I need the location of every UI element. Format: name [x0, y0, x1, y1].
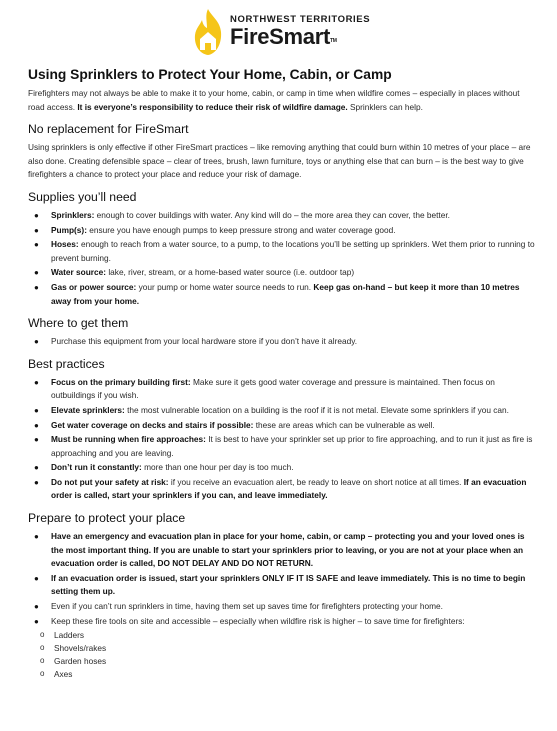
item-bold-2: If an evacuation order is called, start your sprinklers if you can, and leave immediately. [51, 476, 527, 501]
list-item [34, 600, 538, 614]
firesmart-logo [190, 8, 380, 56]
logo-brand-text: FireSmart [230, 24, 331, 49]
item-text: ensure you have enough pumps to keep pressure strong and water coverage good. [86, 224, 396, 235]
supplies-heading: Supplies you’ll need [28, 189, 137, 204]
list-item [34, 461, 538, 475]
intro-tail: Sprinklers can help. [347, 101, 423, 112]
item-text: Even if you can’t run sprinklers in time, having them set up saves time for firefighters protecting your home. [51, 601, 443, 612]
item-bold: Hoses: [51, 239, 79, 250]
item-text: these are areas which can be vulnerable as well. [253, 419, 435, 430]
supplies-list [28, 209, 538, 308]
bullet: ● [34, 532, 39, 542]
intro-text: Firefighters may not always be able to make it to your home, cabin, or camp in time when wildfire comes – especially in places without road access. [28, 88, 520, 112]
best-practices-heading: Best practices [28, 356, 105, 371]
list-item [34, 404, 538, 418]
logo-region: NORTHWEST TERRITORIES [230, 14, 371, 25]
item-bold: Elevate sprinklers: [51, 404, 125, 415]
item-bold: Must be running when fire approaches: [51, 434, 206, 445]
item-text: Make sure it gets good water coverage and pressure is maintained. Then focus on outbuildings if you wish. [51, 376, 495, 401]
item-text: more than one hour per day is too much. [141, 462, 294, 473]
list-item [34, 238, 538, 265]
fire-tool-label: Ladders [54, 630, 84, 641]
list-item [34, 224, 538, 238]
list-item [34, 615, 538, 629]
fire-tools-list [28, 629, 538, 680]
item-text: enough to cover buildings with water. Any kind will do – the more area they can cover, the better. [94, 209, 450, 220]
item-text: enough to reach from a water source, to a pump, to the locations you’ll be setting up sprinklers. Wet them prior to running to prevent burning. [51, 239, 535, 263]
item-bold-2: Keep gas on-hand – but keep it more than 10 metres away from your home. [51, 281, 520, 306]
sub-bullet: o [40, 643, 45, 653]
list-item [34, 572, 538, 599]
item-bold: Gas or power source: [51, 281, 137, 292]
fire-tool-label: Garden hoses [54, 655, 107, 666]
best-practices-list [28, 376, 538, 503]
item-bold: Do not put your safety at risk: [51, 476, 169, 487]
item-bold: Don’t run it constantly: [51, 462, 142, 473]
section-no-replacement [28, 122, 538, 182]
bullet: ● [34, 377, 39, 387]
fire-tool-item [40, 655, 538, 668]
prepare-heading: Prepare to protect your place [28, 511, 186, 526]
section-supplies [28, 190, 538, 308]
list-item [34, 376, 538, 403]
flame-house-icon [190, 8, 226, 56]
intro-bold: It is everyone’s responsibility to reduce their risk of wildfire damage. [77, 101, 348, 112]
bullet: ● [34, 463, 39, 473]
logo-wordmark [230, 14, 380, 49]
fire-tool-item [40, 668, 538, 681]
item-text: Keep these fire tools on site and accessible – especially when wildfire risk is higher – to save time for firefighters: [51, 615, 465, 626]
sub-bullet: o [40, 630, 45, 640]
fire-tool-item [40, 629, 538, 642]
section-best-practices [28, 357, 538, 503]
item-bold: Pump(s): [51, 224, 87, 235]
item-text: the most vulnerable location on a building is the roof if it is not metal. Elevate some sprinklers if you can. [124, 404, 509, 415]
list-item [34, 266, 538, 280]
bullet: ● [34, 282, 39, 292]
bullet: ● [34, 477, 39, 487]
fire-tool-item [40, 642, 538, 655]
bullet: ● [34, 225, 39, 235]
intro-paragraph [28, 87, 538, 114]
bullet: ● [34, 405, 39, 415]
bullet: ● [34, 616, 39, 626]
page-title: Using Sprinklers to Protect Your Home, Cabin, or Camp [28, 67, 392, 82]
no-replacement-heading: No replacement for FireSmart [28, 122, 189, 137]
where-heading: Where to get them [28, 316, 129, 331]
list-item [34, 530, 538, 571]
item-bold: Water source: [51, 267, 107, 278]
list-item [34, 281, 538, 308]
fire-tool-label: Shovels/rakes [54, 643, 107, 654]
item-text: if you receive an evacuation alert, be ready to leave on short notice at all times. [168, 476, 464, 487]
bullet: ● [34, 337, 39, 347]
item-bold: Focus on the primary building first: [51, 376, 191, 387]
fire-tool-label: Axes [54, 668, 73, 679]
sub-bullet: o [40, 655, 45, 665]
list-item [34, 335, 538, 349]
item-text: Purchase this equipment from your local hardware store if you don’t have it already. [51, 336, 358, 347]
list-item [34, 476, 538, 503]
logo-trademark: TM [330, 38, 337, 44]
bullet: ● [34, 268, 39, 278]
item-text: It is best to have your sprinkler set up prior to fire approaching, and to run it just as fire is approaching and you are leaving. [51, 434, 533, 458]
item-bold: Sprinklers: [51, 209, 95, 220]
section-where [28, 316, 538, 349]
sub-bullet: o [40, 668, 45, 678]
logo-brand [230, 25, 380, 49]
item-text: your pump or home water source needs to run. [136, 281, 314, 292]
document-body [28, 66, 538, 680]
item-bold: Have an emergency and evacuation plan in place for your home, cabin, or camp – protecting you and your loved ones is the most important thing. If you are unable to start your sprinklers prior to leaving, or you are not at your place when an evacuation order is called, DO NOT DELAY AND DO NOT RETURN. [51, 531, 525, 569]
list-item [34, 419, 538, 433]
bullet: ● [34, 420, 39, 430]
list-item [34, 209, 538, 223]
prepare-list [28, 530, 538, 628]
item-bold: Get water coverage on decks and stairs if possible: [51, 419, 254, 430]
item-bold: If an evacuation order is issued, start your sprinklers ONLY IF IT IS SAFE and leave immediately. This is no time to begin setting them up. [51, 572, 526, 597]
bullet: ● [34, 602, 39, 612]
no-replacement-paragraph: Using sprinklers is only effective if other FireSmart practices – like removing anything that could burn within 10 metres of your place – are also done. Creating defensible space – clear of trees, brush, lawn furniture, toys or anything else that can burn – is the best way to give firefighters a chance to protect your place and reduce your risk of damage. [28, 142, 531, 180]
section-prepare [28, 511, 538, 680]
list-item [34, 433, 538, 460]
item-text: lake, river, stream, or a home-based water source (i.e. outdoor tap) [106, 267, 355, 278]
bullet: ● [34, 435, 39, 445]
bullet: ● [34, 210, 39, 220]
bullet: ● [34, 573, 39, 583]
bullet: ● [34, 240, 39, 250]
where-list [28, 335, 538, 349]
